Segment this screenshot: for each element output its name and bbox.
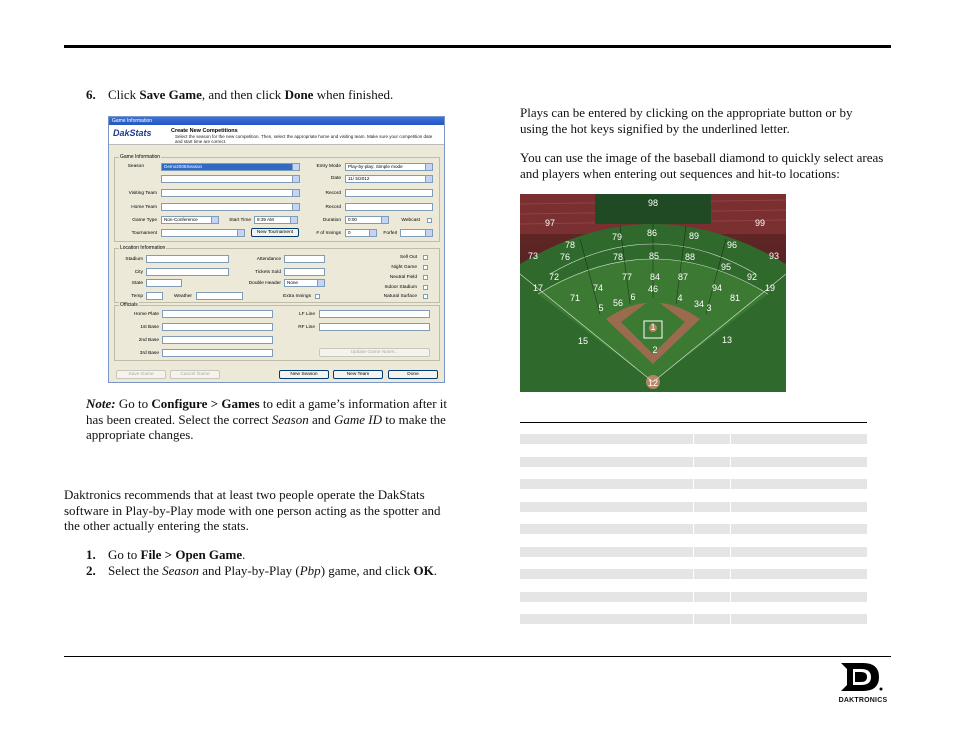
zone-label-96[interactable]: 96 (726, 240, 738, 250)
sell-out-label: Sell Out (399, 255, 417, 260)
zone-label-77[interactable]: 77 (621, 272, 633, 282)
zone-label-99[interactable]: 99 (754, 218, 766, 228)
lf-line-label: LF Line (299, 312, 315, 317)
table-row (520, 524, 867, 534)
extra-innings-checkbox[interactable] (315, 294, 320, 299)
group-label: Officials (120, 302, 138, 308)
table-top-rule (520, 422, 867, 423)
third-base-field[interactable] (162, 349, 273, 357)
table-row (520, 592, 867, 602)
zone-label-79[interactable]: 79 (611, 232, 623, 242)
duration-field[interactable]: 0:00 (345, 216, 389, 224)
zone-label-13[interactable]: 13 (721, 335, 733, 345)
diamond-intro-paragraph: You can use the image of the baseball diamond to quickly select areas and players when entering out sequences and hit-to locations: (520, 150, 884, 181)
webcast-label: Webcast (401, 218, 420, 223)
first-base-label: 1st Base (140, 325, 159, 330)
zone-label-97[interactable]: 97 (544, 218, 556, 228)
zone-label-6[interactable]: 6 (630, 292, 636, 302)
table-row (520, 457, 867, 467)
zone-label-5[interactable]: 5 (598, 303, 604, 313)
innings-label: # of Innings (316, 231, 341, 236)
third-base-label: 3rd Base (139, 351, 159, 356)
date-label: Date (330, 176, 341, 181)
second-base-label: 2nd Base (138, 338, 159, 343)
table-row (520, 479, 867, 489)
stadium-label: Stadium (125, 257, 143, 262)
city-field[interactable] (146, 268, 229, 276)
new-season-button[interactable]: New Season (279, 370, 329, 379)
footer-rule (64, 656, 891, 657)
zone-label-1[interactable]: 1 (650, 322, 656, 332)
zone-label-34[interactable]: 34 (693, 299, 705, 309)
tickets-sold-label: Tickets Sold (255, 270, 281, 275)
zone-label-89[interactable]: 89 (688, 231, 700, 241)
zone-label-84[interactable]: 84 (649, 272, 661, 282)
zone-label-4[interactable]: 4 (677, 293, 683, 303)
visiting-team-select[interactable] (161, 189, 300, 197)
zone-label-93[interactable]: 93 (768, 251, 780, 261)
start-time-label: Start Time (229, 218, 251, 223)
natural-surface-label: Natural Surface (383, 294, 417, 299)
dakstats-logo: DakStats (113, 128, 152, 138)
entry-mode-select[interactable]: Play-by-play: Simple mode (345, 163, 433, 171)
zone-label-78[interactable]: 78 (564, 240, 576, 250)
group-label: Location Information (120, 245, 166, 251)
sell-out-checkbox[interactable] (423, 255, 428, 260)
home-record-field[interactable] (345, 203, 433, 211)
indoor-stadium-checkbox[interactable] (423, 285, 428, 290)
banner-title: Create New Competitions (171, 128, 238, 134)
home-plate-field[interactable] (162, 310, 273, 318)
new-tournament-button[interactable]: New Tournament (251, 228, 299, 237)
group-label: Game Information (120, 154, 161, 160)
step-6: 6. Click Save Game, and then click Done when finished. (86, 87, 394, 102)
temp-field[interactable] (146, 292, 163, 300)
stadium-field[interactable] (146, 255, 229, 263)
daktronics-wordmark: DAKTRONICS (838, 697, 888, 704)
duration-label: Duration (322, 218, 341, 223)
dialog-titlebar: Game Information (109, 117, 444, 125)
zone-label-3[interactable]: 3 (706, 303, 712, 313)
baseball-diamond-image[interactable] (520, 194, 786, 392)
double-header-label: Double Header (248, 281, 281, 286)
second-base-field[interactable] (162, 336, 273, 344)
double-header-select[interactable]: None (284, 279, 325, 287)
zone-label-87[interactable]: 87 (677, 272, 689, 282)
recommend-paragraph: Daktronics recommends that at least two people operate the DakStats software in Play-by-Play mode with one person acting as the spotter and the other actually entering the stats. (64, 487, 441, 533)
weather-label: Weather (173, 294, 192, 299)
zone-label-19[interactable]: 19 (764, 283, 776, 293)
update-game-notes-button[interactable]: Update Game Notes... (319, 348, 430, 357)
state-label: State (131, 281, 143, 286)
zone-label-85[interactable]: 85 (648, 251, 660, 261)
zone-label-76[interactable]: 76 (559, 252, 571, 262)
table-row (520, 614, 867, 624)
first-base-field[interactable] (162, 323, 273, 331)
zone-label-15[interactable]: 15 (577, 336, 589, 346)
tournament-label: Tournament (131, 231, 157, 236)
forfeit-select[interactable] (400, 229, 433, 237)
new-team-button[interactable]: New Team (333, 370, 383, 379)
table-row (520, 547, 867, 557)
lf-line-field[interactable] (319, 310, 430, 318)
tickets-sold-field[interactable] (284, 268, 325, 276)
zone-label-88[interactable]: 88 (684, 252, 696, 262)
night-game-label: Night Game (391, 265, 417, 270)
zone-label-2[interactable]: 2 (652, 345, 658, 355)
table-row (520, 502, 867, 512)
visiting-team-label: Visiting Team (128, 191, 157, 196)
forfeit-label: Forfeit (383, 231, 397, 236)
zone-label-98[interactable]: 98 (647, 198, 659, 208)
cancel-game-button[interactable]: Cancel Game (170, 370, 220, 379)
extra-innings-label: Extra Innings (283, 294, 311, 299)
season-label: Season (127, 164, 144, 169)
zone-label-72[interactable]: 72 (548, 272, 560, 282)
night-game-checkbox[interactable] (423, 265, 428, 270)
neutral-field-label: Neutral Field (389, 275, 417, 280)
dialog-banner (109, 125, 444, 145)
table-row (520, 569, 867, 579)
save-game-button[interactable]: Save Game (116, 370, 166, 379)
zone-label-46[interactable]: 46 (647, 284, 659, 294)
game-information-dialog (108, 116, 445, 383)
done-button[interactable]: Done (388, 370, 438, 379)
temp-label: Temp (131, 294, 143, 299)
weather-field[interactable] (196, 292, 243, 300)
neutral-field-checkbox[interactable] (423, 275, 428, 280)
home-team-select[interactable] (161, 203, 300, 211)
step-1: 1. Go to File > Open Game. (86, 547, 246, 562)
table-row (520, 434, 867, 444)
entry-mode-label: Entry Mode (316, 164, 341, 169)
zone-label-74[interactable]: 74 (592, 283, 604, 293)
zone-label-71[interactable]: 71 (569, 293, 581, 303)
date-picker[interactable]: 11/ 5/2012 (345, 175, 433, 183)
zone-label-94[interactable]: 94 (711, 283, 723, 293)
game-type-select[interactable]: Non-Conference (161, 216, 219, 224)
attendance-field[interactable] (284, 255, 325, 263)
zone-label-95[interactable]: 95 (720, 262, 732, 272)
zone-label-86[interactable]: 86 (646, 228, 658, 238)
city-label: City (134, 270, 143, 275)
diamond-svg (520, 194, 786, 392)
header-rule (64, 45, 891, 48)
attendance-label: Attendance (256, 257, 281, 262)
visiting-record-label: Record (325, 191, 341, 196)
note-paragraph: Note: Go to Configure > Games to edit a game’s information after it has been created. Select the correct Season and Game ID to make the appropriate changes. (86, 396, 447, 442)
game-type-label: Game Type (132, 218, 157, 223)
step-2: 2. Select the Season and Play-by-Play (Pbp) game, and click OK. (86, 563, 437, 578)
rf-line-field[interactable] (319, 323, 430, 331)
home-plate-label: Home Plate (133, 312, 159, 317)
zone-label-92[interactable]: 92 (746, 272, 758, 282)
zone-label-56[interactable]: 56 (612, 298, 624, 308)
start-time-field[interactable]: 9:39 AM (254, 216, 298, 224)
home-team-label: Home Team (131, 205, 157, 210)
state-field[interactable] (146, 279, 182, 287)
season-select[interactable]: Demo2008Season (161, 163, 300, 171)
zone-label-17[interactable]: 17 (532, 283, 544, 293)
banner-description: Select the season for the new competition. Then, select the appropriate home and visiting team. Make sure your competition date and start time are correct. (175, 134, 433, 144)
daktronics-logo (833, 659, 893, 707)
natural-surface-checkbox[interactable] (423, 294, 428, 299)
plays-paragraph: Plays can be entered by clicking on the appropriate button or by using the hot keys signified by the underlined letter. (520, 105, 853, 136)
innings-field[interactable]: 0 (345, 229, 377, 237)
indoor-stadium-label: Indoor Stadium (384, 285, 417, 290)
rf-line-label: RF Line (298, 325, 315, 330)
zone-label-12[interactable]: 12 (647, 378, 659, 388)
zone-label-73[interactable]: 73 (527, 251, 539, 261)
zone-label-78[interactable]: 78 (612, 252, 624, 262)
webcast-checkbox[interactable] (427, 218, 432, 223)
home-record-label: Record (325, 205, 341, 210)
visiting-record-field[interactable] (345, 189, 433, 197)
tournament-select[interactable] (161, 229, 245, 237)
season-extra-field[interactable] (161, 175, 300, 183)
zone-label-81[interactable]: 81 (729, 293, 741, 303)
